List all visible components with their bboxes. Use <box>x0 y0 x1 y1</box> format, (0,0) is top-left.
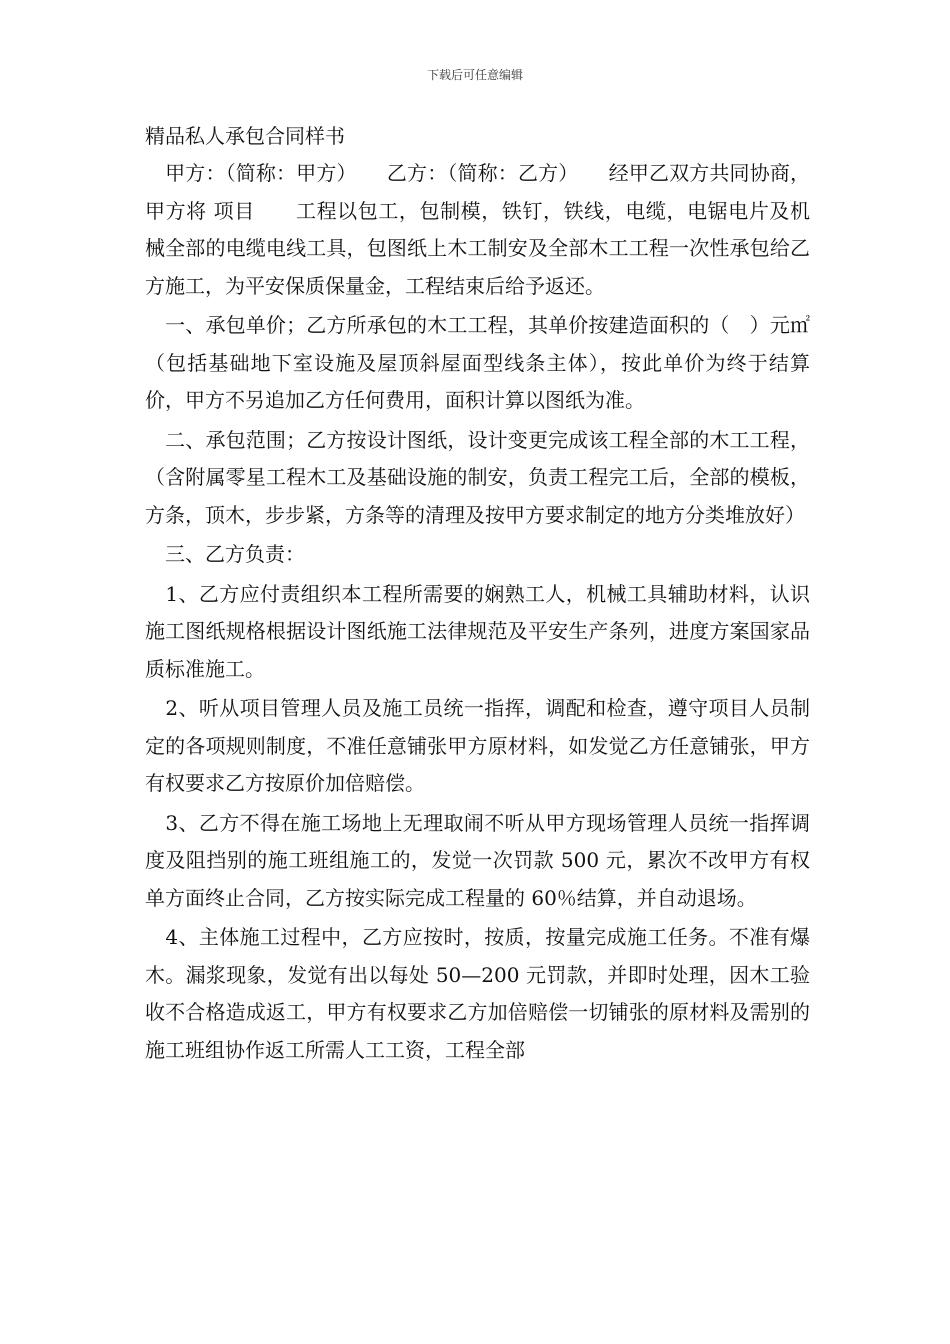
paragraph-unit-price: 一、承包单价；乙方所承包的木工工程，其单价按建造面积的（ ）元㎡（包括基础地下室设施及屋顶斜屋面型线条主体），按此单价为终于结算价，甲方不另追加乙方任何费用，面积计算以图纸为准。 <box>145 313 810 412</box>
paragraph-clause-2: 2、听从项目管理人员及施工员统一指挥，调配和检查，遵守项目人员制定的各项规则制度，不准任意铺张甲方原材料，如发觉乙方任意铺张，甲方有权要求乙方按原价加倍赔偿。 <box>145 696 810 795</box>
paragraph-scope: 二、承包范围；乙方按设计图纸，设计变更完成该工程全部的木工工程，（含附属零星工程木工及基础设施的制安，负责工程完工后，全部的模板，方条，顶木，步步紧，方条等的清理及按甲方要求制定的地方分类堆放好） <box>145 427 810 527</box>
document-title: 精品私人承包合同样书 <box>145 124 345 148</box>
paragraph-clause-3: 3、乙方不得在施工场地上无理取闹不听从甲方现场管理人员统一指挥调度及阻挡别的施工班组施工的，发觉一次罚款 500 元，累次不改甲方有权单方面终止合同，乙方按实际完成工程量的 60％结算，并自动退场。 <box>145 810 810 910</box>
paragraph-responsibilities-heading: 三、乙方负责： <box>145 542 305 566</box>
paragraph-parties: 甲方：（简称：甲方） 乙方：（简称：乙方） 经甲乙双方共同协商，甲方将 项目 工程以包工，包制模，铁钉，铁线，电缆，电锯电片及机械全部的电缆电线工具，包图纸上木工制安及全部木工工程一次性承包给乙方施工，为平安保质保量金，工程结束后给予返还。 <box>145 161 810 298</box>
paragraph-clause-4: 4、主体施工过程中，乙方应按时，按质，按量完成施工任务。不准有爆木。漏浆现象，发觉有出以每处 50—200 元罚款，并即时处理，因木工验收不合格造成返工，甲方有权要求乙方加倍赔偿一切铺张的原材料及需别的施工班组协作返工所需人工工资，工程全部 <box>145 925 810 1062</box>
document-body <box>145 118 810 1069</box>
page-header-note: 下载后可任意编辑 <box>426 68 523 82</box>
paragraph-clause-1: 1、乙方应付责组织本工程所需要的娴熟工人，机械工具辅助材料，认识施工图纸规格根据设计图纸施工法律规范及平安生产条列，进度方案国家品质标准施工。 <box>145 581 810 681</box>
